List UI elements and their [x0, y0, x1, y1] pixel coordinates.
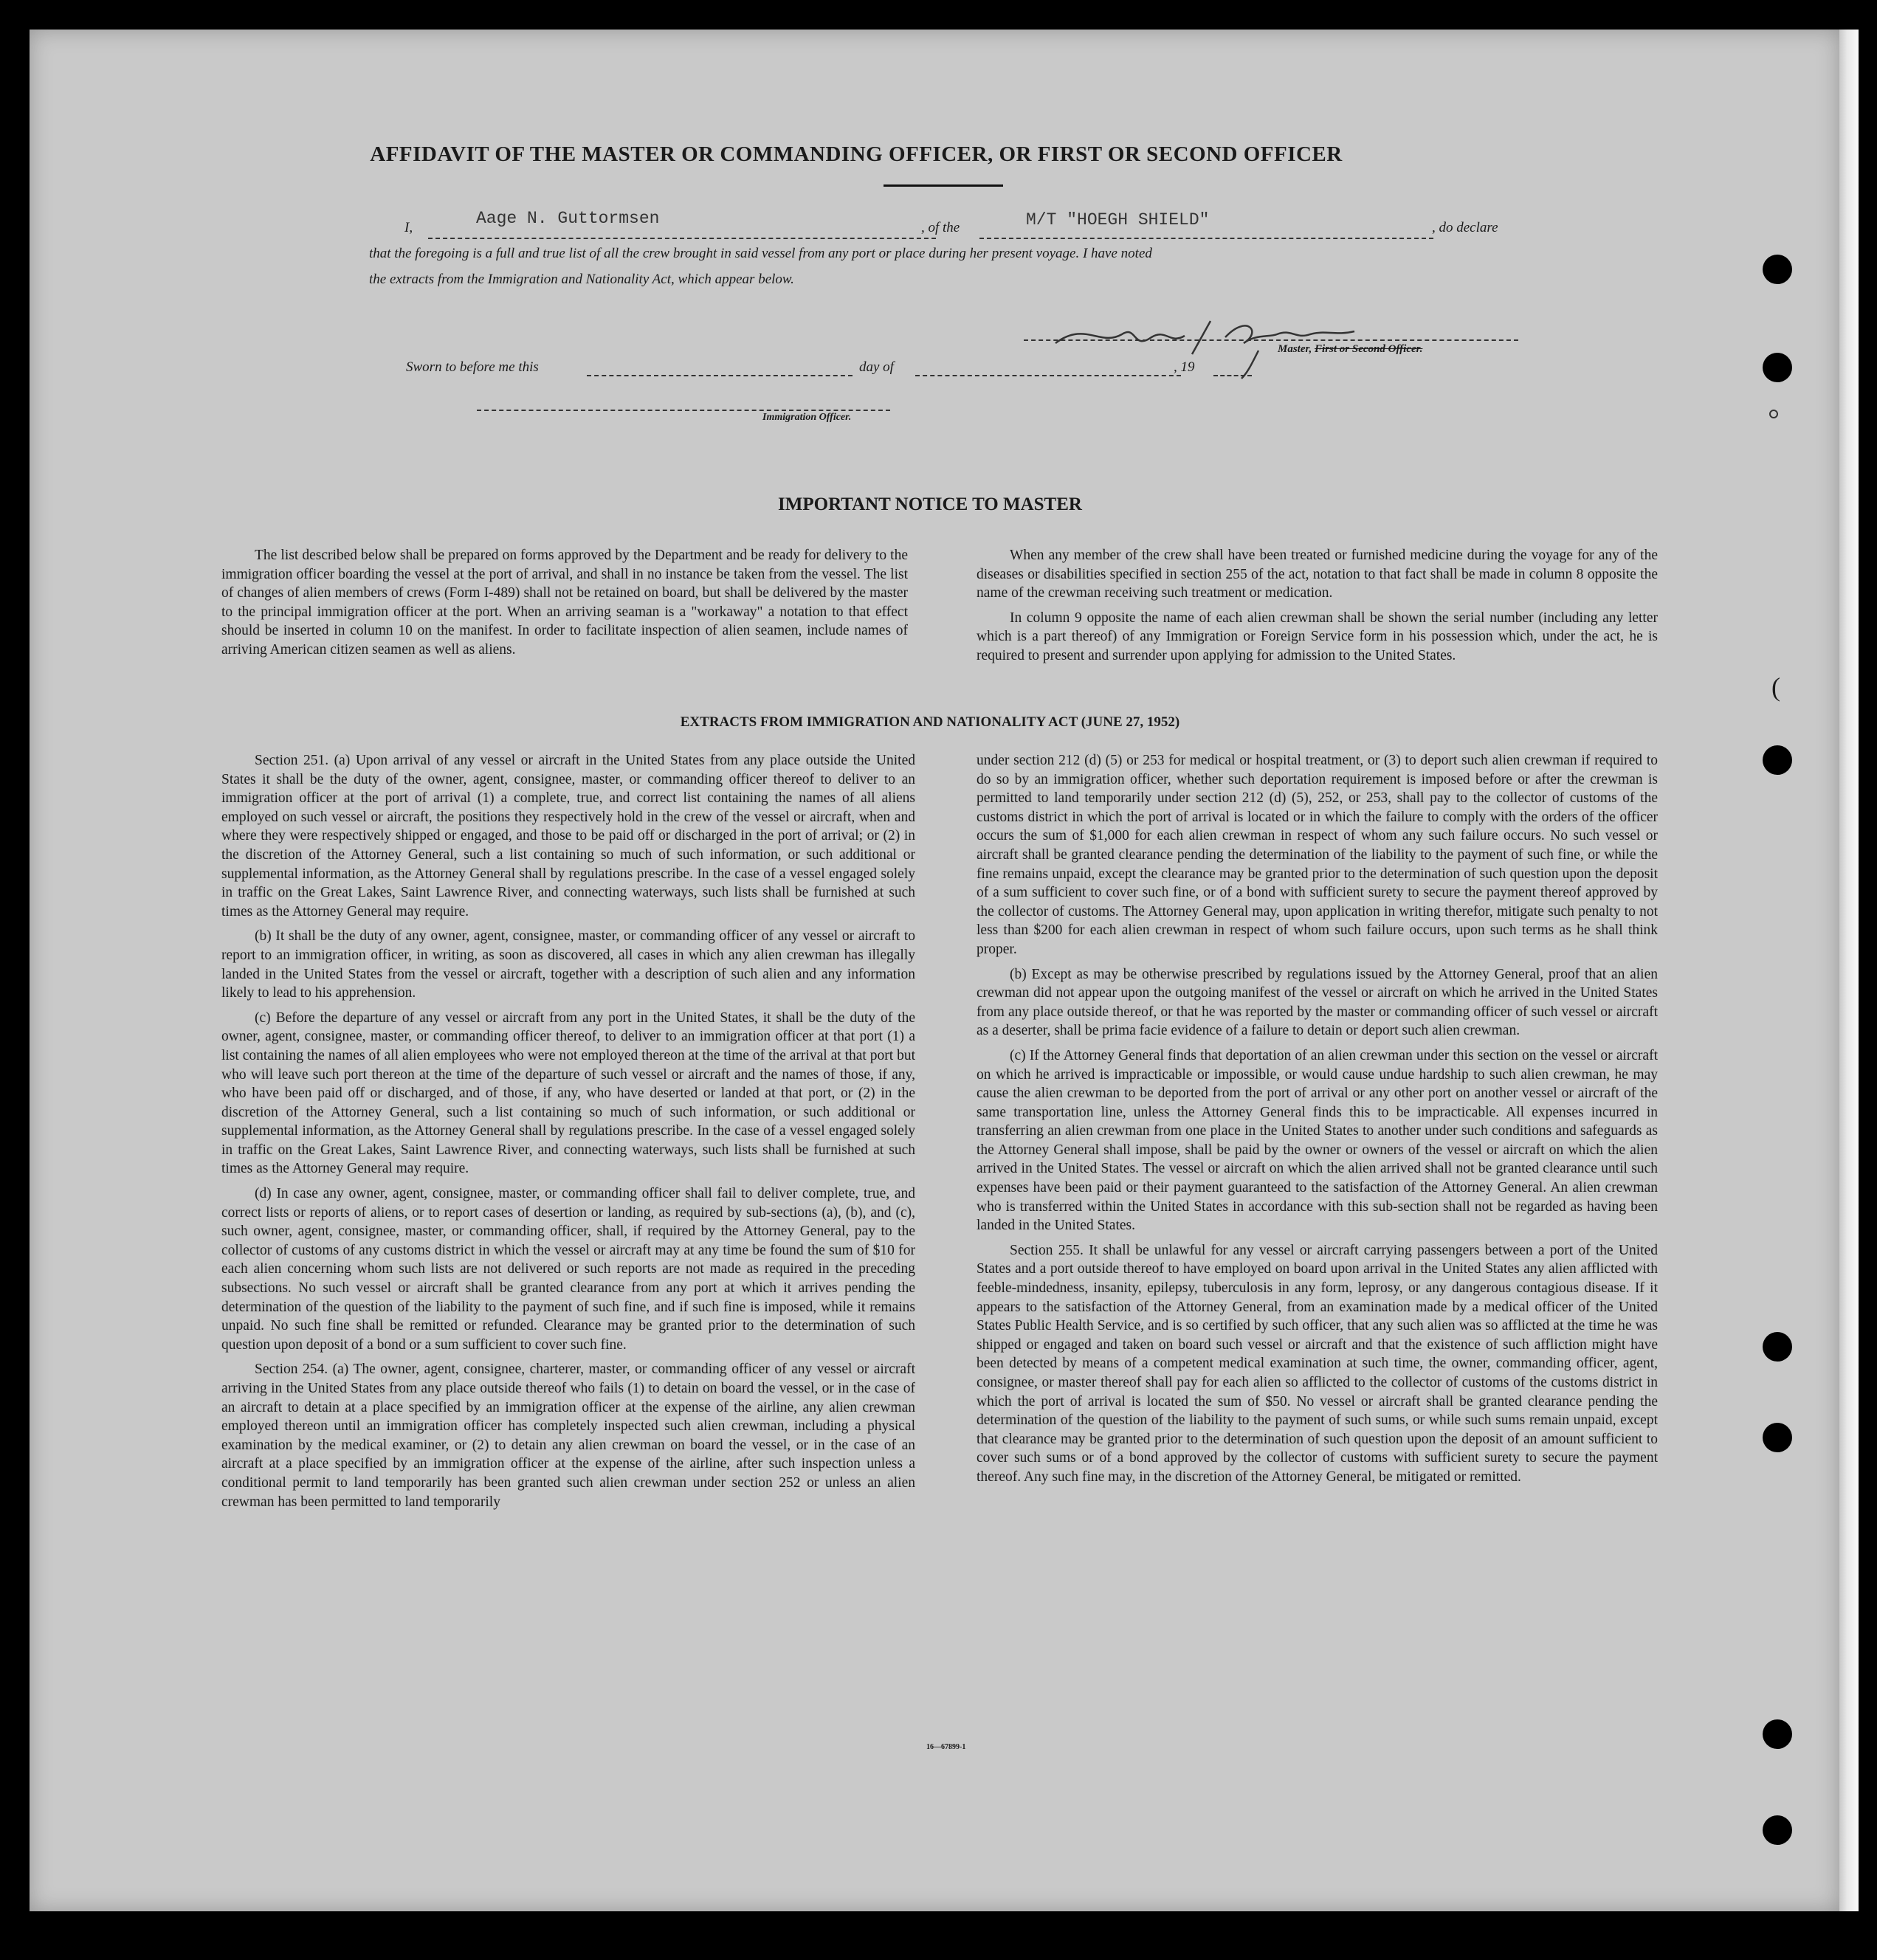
- section-254-b: (b) Except as may be otherwise prescribed by regulations issued by the Attorney General, proof that an alien crewman did not appear upon the outgoing manifest of the vessel or aircraft on which he arrived in the United States from any place outside thereof, or that he was reported by the master or commanding officer of such vessel or aircraft as a deserter, shall be prima facie evidence of a failure to detain or deport such alien crewman.: [977, 966, 1658, 1039]
- title-rule: [884, 184, 1003, 187]
- declaration-line-1: that the foregoing is a full and true list of all the crew brought in said vessel from any port or place during her present voyage. I have noted: [369, 246, 1152, 261]
- section-255: Section 255. It shall be unlawful for any vessel or aircraft carrying passengers between a port of the United States and a port outside thereof to have employed on board upon arrival in the United States any alien afflicted with feeble-mindedness, insanity, epilepsy, tuberculosis in any form, leprosy, or any dangerous contagious disease. If it appears to the satisfaction of the Attorney General, from an examination made by a medical officer of the United States Public Health Service, and is so certified by such officer, that any such alien was so afflicted at the time he was shipped or engaged and taken on board such vessel or aircraft and that the existence of such affliction might have been detected by means of a competent medical examination at such time, the owner, commanding officer, agent, consignee, or master thereof shall pay for each alien so afflicted to the collector of customs of the customs district in which the port of arrival is located the sum of $50. No vessel or aircraft shall be granted clearance pending the determination of the question of the liability to the payment of such sums, or while such sums remain unpaid, except that clearance may be granted prior to the determination of such question upon the deposit of an amount sufficient to cover such sums or of a bond approved by the collector of customs with sufficient surety to secure the payment thereof. Any such fine may, in the discretion of the Attorney General, be mitigated or remitted.: [977, 1242, 1658, 1485]
- binder-hole: [1763, 1332, 1792, 1362]
- form-page: [30, 30, 1839, 1911]
- affidavit-title: AFFIDAVIT OF THE MASTER OR COMMANDING OFFICER, OR FIRST OR SECOND OFFICER: [370, 142, 1343, 166]
- section-254-a: Section 254. (a) The owner, agent, consignee, charterer, master, or commanding officer of any vessel or aircraft arriving in the United States from any place outside thereof who fails (1) to detain on board the vessel, or in the case of an aircraft to detain at a place specified by an immigration officer at the expense of the airline, any alien crewman employed thereon until an immigration officer has completely inspected such alien crewman, including a physical examination by the medical examiner, or (2) to detain any alien crewman on board the vessel, or in the case of an aircraft at a place specified by an immigration officer at the expense of the airline, after such inspection unless a conditional permit to land temporarily has been granted such alien crewman under section 252 or unless an alien crewman has been permitted to land temporarily: [221, 1362, 915, 1510]
- section-251-a: Section 251. (a) Upon arrival of any vessel or aircraft in the United States from any place outside the United States it shall be the duty of the owner, agent, consignee, master, or commanding officer thereof to deliver to an immigration officer at the port of arrival (1) a complete, true, and correct list containing the names of all aliens employed on such vessel or aircraft, the positions they respectively hold in the crew of the vessel or aircraft, when and where they were respectively shipped or engaged, and those to be paid off or discharged in the port of arrival; or (2) in the discretion of the Attorney General, such a list containing so much of such information, or such additional or supplemental information, as the Attorney General shall by regulations prescribe. In the case of a vessel engaged solely in traffic on the Great Lakes, Saint Lawrence River, and connecting waterways, such lists shall be furnished at such times as the Attorney General may require.: [221, 753, 915, 919]
- immigration-officer-label: Immigration Officer.: [762, 412, 852, 423]
- master-label-group: [1278, 343, 1422, 356]
- binder-hole: [1763, 353, 1792, 382]
- binder-hole: [1763, 255, 1792, 284]
- sworn-month-blank[interactable]: [915, 368, 1181, 376]
- master-label: Master,: [1278, 343, 1312, 355]
- notice-right-paragraph-1: When any member of the crew shall have been treated or furnished medicine during the voyage for any of the diseases or disabilities specified in section 255 of the act, notation to that fact shall be made in column 8 opposite the name of the crewman receiving such treatment or medication.: [977, 548, 1658, 601]
- binder-hole: [1763, 1719, 1792, 1749]
- extracts-right-column: [977, 751, 1658, 1493]
- binder-hole: [1763, 1423, 1792, 1452]
- notice-left-paragraph: The list described below shall be prepared on forms approved by the Department and be ready for delivery to the immigration officer boarding the vessel at the port of arrival, and shall in no instance be taken from the vessel. The list of changes of alien members of crews (Form I-489) shall not be retained on board, but shall be delivered by the master to the principal immigration officer at the port. When an arriving seaman is a "workaway" a notation to that effect should be inserted in column 10 on the manifest. In order to facilitate inspection of alien seamen, include names of arriving American citizen seamen as well as aliens.: [221, 548, 908, 658]
- master-name-value: Aage N. Guttormsen: [476, 209, 660, 228]
- binder-hole: [1763, 1815, 1792, 1845]
- section-254-c: (c) If the Attorney General finds that deportation of an alien crewman under this section on the vessel or aircraft on which he arrived is impracticable or impossible, or would cause undue hardship to such alien crewman, he may cause the alien crewman to be deported from the port of arrival or any other port on another vessel or aircraft of the same transportation line, unless the Attorney General finds this to be impracticable. All expenses incurred in transferring an alien crewman from one place in the United States to another under such conditions and safeguards as the Attorney General shall impose, shall be paid by the owner or owners of the vessel or aircraft on which the alien arrived in the United States. The vessel or aircraft on which the alien arrived shall not be granted clearance until such expenses have been paid or their payment guaranteed to the satisfaction of the Attorney General. An alien crewman who is transferred within the United States in accordance with this sub-section shall not be regarded as having been landed in the United States.: [977, 1047, 1658, 1234]
- sworn-label: Sworn to before me this: [406, 359, 539, 375]
- notice-right-paragraph-2: In column 9 opposite the name of each alien crewman shall be shown the serial number (including any letter which is a part thereof) of any Immigration or Foreign Service form in his possession which, under the act, he is required to present and surrender upon applying for admission to the United States.: [977, 610, 1658, 663]
- struck-officer-label: First or Second Officer.: [1315, 343, 1423, 355]
- sworn-year-blank[interactable]: [1213, 368, 1252, 376]
- binder-hole: [1763, 745, 1792, 775]
- page-edge: [1839, 30, 1859, 1911]
- notice-title: IMPORTANT NOTICE TO MASTER: [778, 494, 1082, 514]
- i-label: I,: [404, 220, 413, 235]
- form-number: 16—67899-1: [926, 1743, 966, 1751]
- notice-left-column: [221, 546, 908, 666]
- section-251-b: (b) It shall be the duty of any owner, agent, consignee, master, or commanding officer of any vessel or aircraft to report to an immigration officer, in writing, as soon as discovered, all cases in which any alien crewman has illegally landed in the United States from the vessel or aircraft, together with a description of such alien and any information likely to lead to his apprehension.: [221, 928, 915, 1001]
- edge-mark: (: [1771, 672, 1780, 702]
- sworn-day-blank[interactable]: [587, 368, 853, 376]
- extracts-title: EXTRACTS FROM IMMIGRATION AND NATIONALITY ACT (JUNE 27, 1952): [680, 714, 1180, 730]
- section-251-d: (d) In case any owner, agent, consignee, master, or commanding officer shall fail to deliver complete, true, and correct lists or reports of aliens, or to report cases of desertion or landing, as required by sub-sections (a), (b), and (c), such owner, agent, consignee, master, or commanding officer, shall, if required by the Attorney General, pay to the collector of customs of any customs district in which the vessel or aircraft may at any time be found the sum of $10 for each alien concerning whom such lists are not delivered or such reports are not made as required in the preceding subsections. No such vessel or aircraft shall be granted clearance from any port at which it arrives pending the determination of the question of the liability to the payment of such fine, and if such fine is imposed, while it remains unpaid. No such fine shall be remitted or refunded. Clearance may be granted prior to the determination of such question upon deposit of a bond or a sum sufficient to cover such fine.: [221, 1186, 915, 1353]
- small-mark: [1769, 410, 1778, 418]
- section-251-c: (c) Before the departure of any vessel or aircraft from any port in the United States, it shall be the duty of the owner, agent, consignee, master, or commanding officer thereof, to deliver to an immigration officer at that port (1) a list containing the names of all alien employees who were not employed thereon at the time of the arrival at that port but who will leave such port thereon at the time of the departure of such vessel or aircraft and the names of those, if any, who have been paid off or discharged, and of those, if any, who have deserted or landed at that port, or (2) in the discretion of the Attorney General, such a list containing so much of such information, or such additional or supplemental information, as the Attorney General shall by regulations prescribe. In the case of a vessel engaged solely in traffic on the Great Lakes, Saint Lawrence River, and connecting waterways, such lists shall be furnished at such times as the Attorney General may require.: [221, 1010, 915, 1177]
- vessel-name-value: M/T "HOEGH SHIELD": [1026, 210, 1210, 230]
- name-blank[interactable]: [428, 227, 936, 239]
- of-the-label: , of the: [921, 220, 960, 235]
- declaration-line-2: the extracts from the Immigration and Nationality Act, which appear below.: [369, 272, 794, 287]
- notice-right-column: [977, 546, 1658, 672]
- section-254-a-continued: under section 212 (d) (5) or 253 for medical or hospital treatment, or (3) to deport such alien crewman if required to do so by an immigration officer, whether such deportation requirement is imposed before or after the crewman is permitted to land temporarily under section 212 (d) (5), 252, or 253, shall pay to the collector of customs of the customs district in which the port of arrival is located or in which the failure to comply with the orders of the officer occurs the sum of $1,000 for each alien crewman in respect of whom any such failure occurs. No such vessel or aircraft shall be granted clearance pending the determination of the liability to the payment of such fine, or while the fine remains unpaid, except the clearance may be granted prior to the determination of such question upon the deposit of a sum sufficient to cover such fine, or of a bond with sufficient surety to secure the payment thereof approved by the collector of customs. The Attorney General may, upon application in writing therefor, mitigate such penalty to not less than $200 for each alien crewman in respect of whom such failure occurs, upon such terms as he shall think proper.: [977, 753, 1658, 957]
- day-of-label: day of: [859, 359, 894, 375]
- immigration-officer-line[interactable]: [477, 402, 890, 411]
- extracts-left-column: [221, 751, 915, 1517]
- do-declare-label: , do declare: [1432, 220, 1498, 235]
- year-label: , 19: [1174, 359, 1195, 375]
